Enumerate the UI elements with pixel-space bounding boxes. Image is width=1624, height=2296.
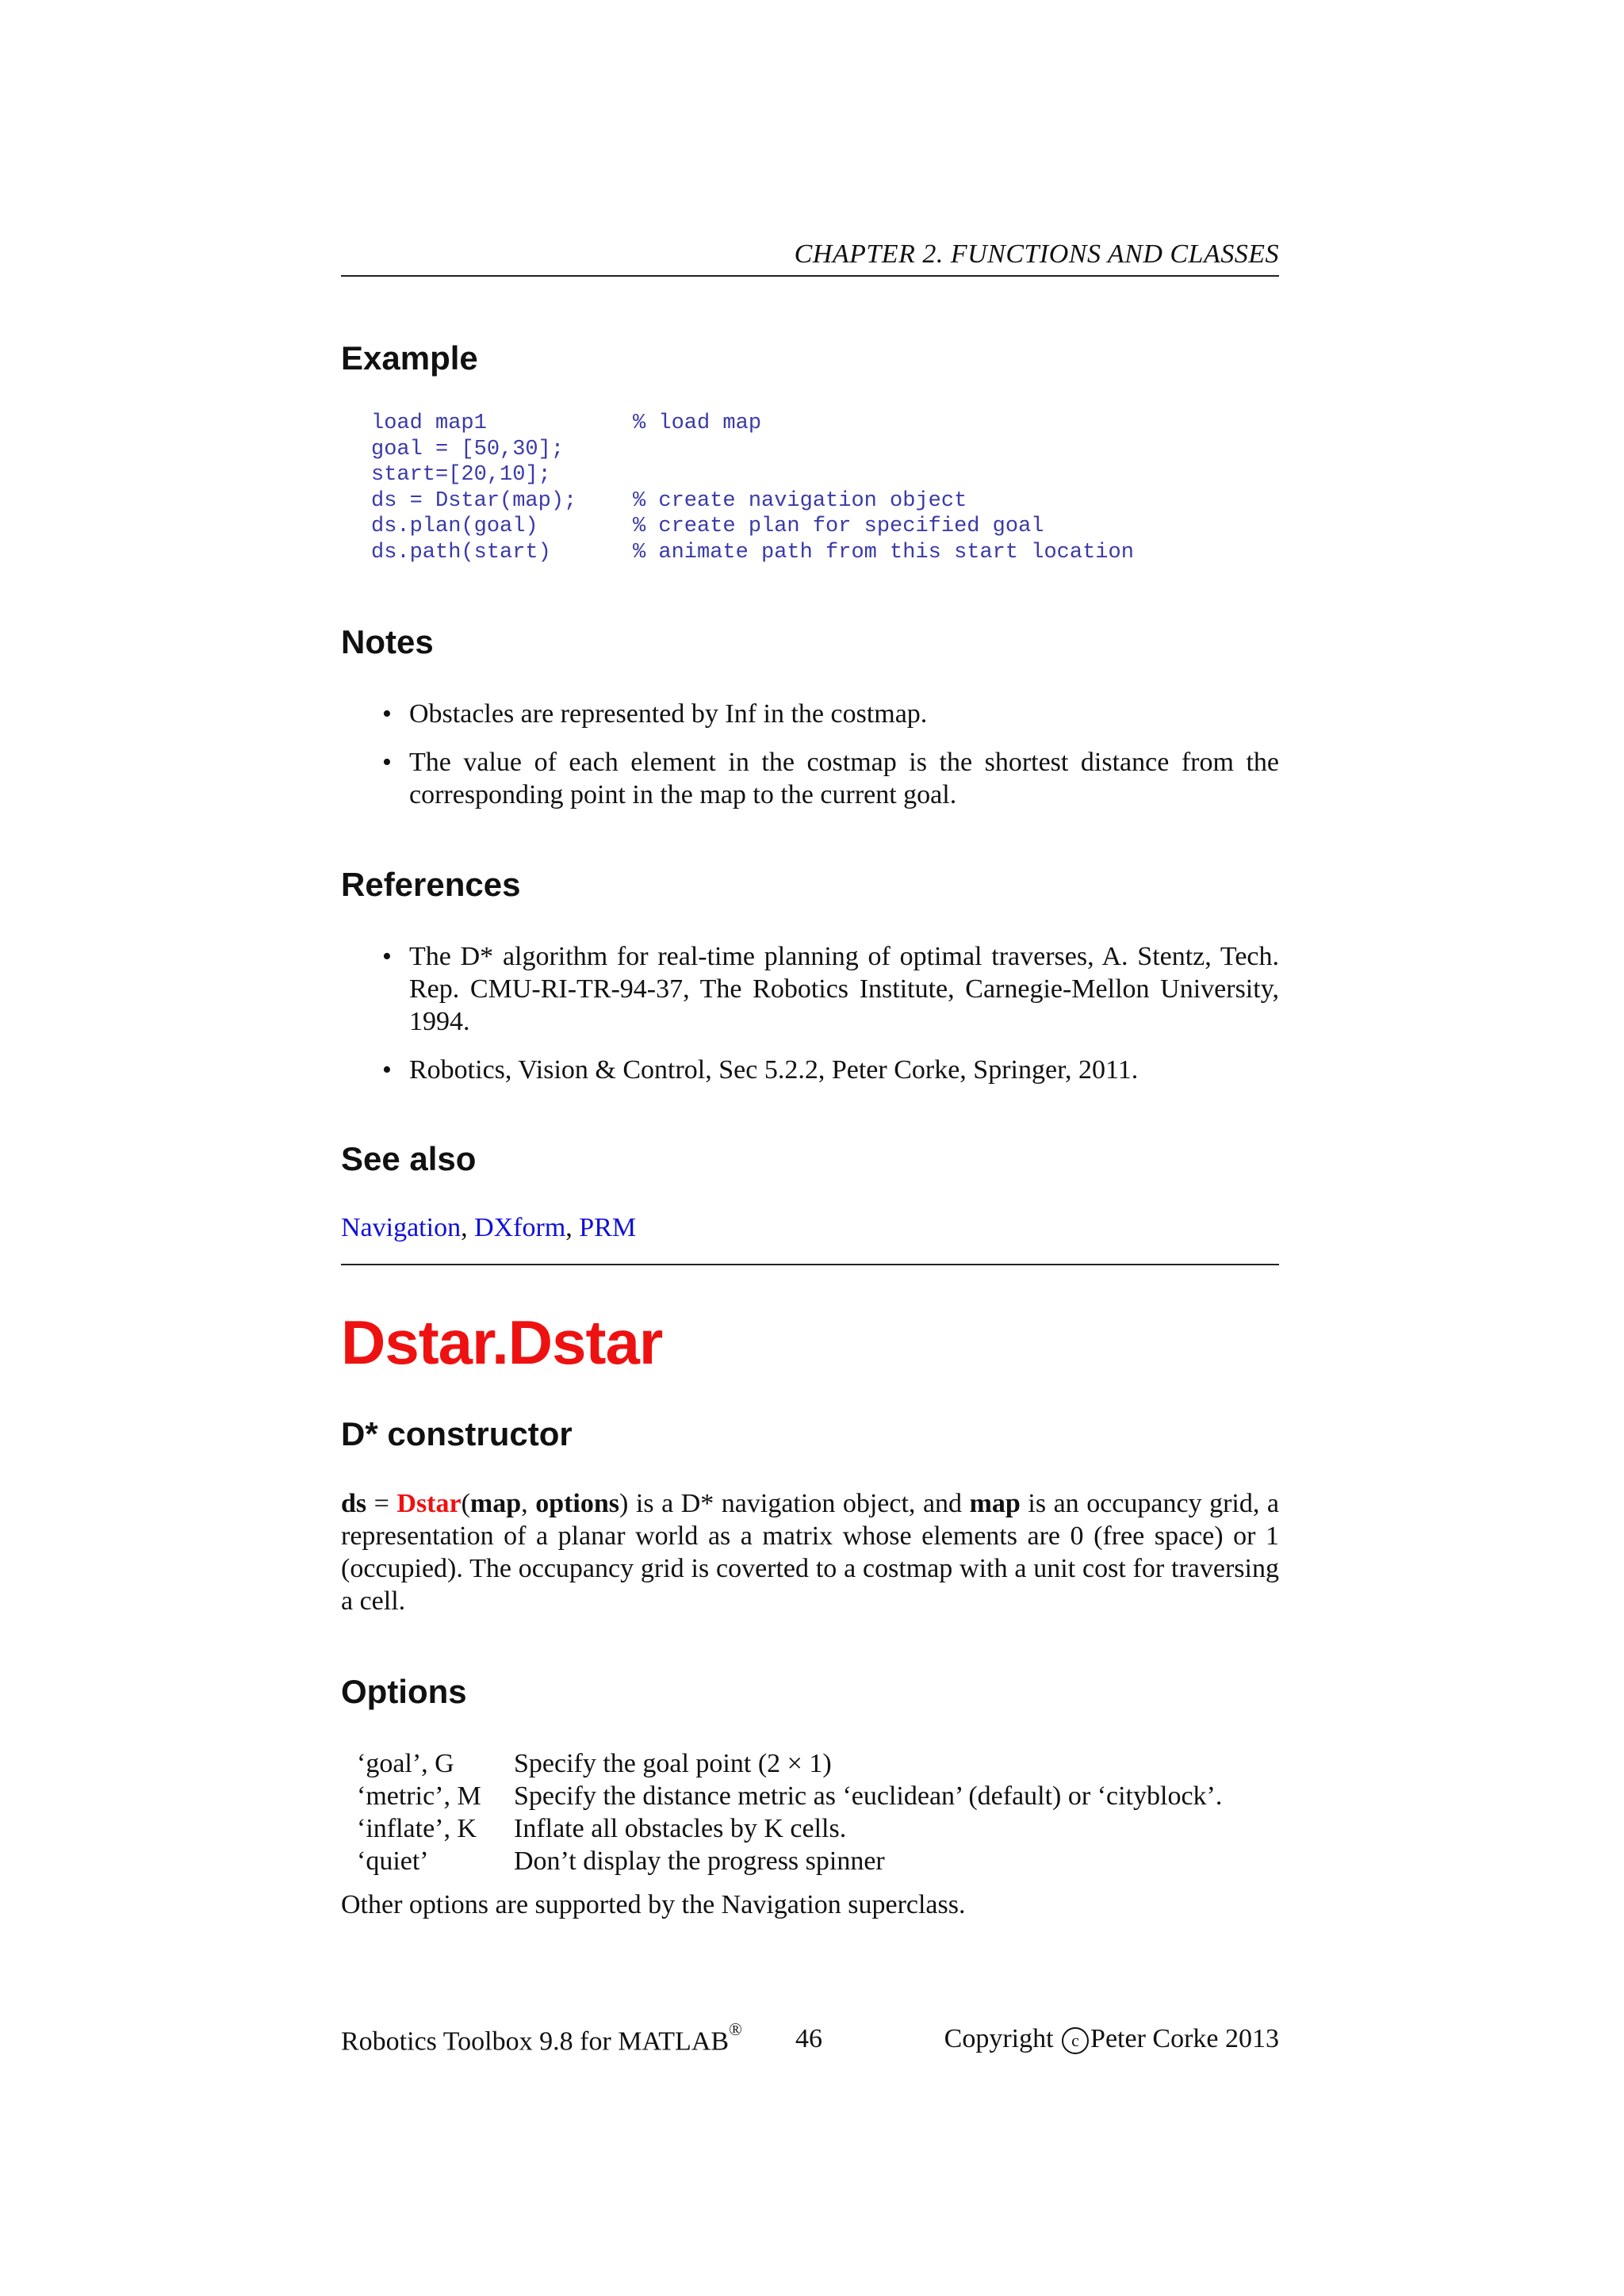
option-desc: Specify the distance metric as ‘euclidean’ (default) or ‘cityblock’.	[514, 1781, 1223, 1811]
equals-sign: =	[366, 1489, 397, 1518]
list-item	[382, 746, 1279, 811]
see-also-heading: See also	[341, 1140, 477, 1177]
link-separator: ,	[461, 1213, 475, 1242]
code-line	[371, 437, 1134, 463]
link-dxform[interactable]: DXform	[474, 1213, 566, 1242]
option-row	[357, 1845, 1222, 1877]
option-name: ‘inflate’, K	[357, 1814, 477, 1843]
references-heading: References	[341, 866, 521, 903]
reference-text: The D* algorithm for real-time planning of optimal traverses, A. Stentz, Tech. Rep. CMU-RI-TR-94-37, The Robotics Institute, Carnegie-Mellon University, 1994.	[409, 942, 1279, 1036]
code-comment: % animate path from this start location	[633, 540, 1134, 564]
open-paren: (	[461, 1489, 470, 1518]
list-item	[382, 698, 1279, 730]
reference-text: Robotics, Vision & Control, Sec 5.2.2, Peter Corke, Springer, 2011.	[409, 1055, 1139, 1085]
bullet-icon: •	[382, 748, 392, 777]
code-line	[371, 411, 1134, 437]
list-item	[382, 1054, 1279, 1086]
option-name: ‘metric’, M	[357, 1781, 481, 1811]
example-heading: Example	[341, 339, 478, 377]
section-rule	[341, 1264, 1279, 1265]
page-footer	[341, 2019, 1279, 2064]
option-name: ‘goal’, G	[357, 1749, 454, 1778]
code-statement: ds.path(start)	[371, 540, 551, 564]
footer-copyright	[944, 2024, 1279, 2054]
code-line	[371, 462, 1134, 488]
option-desc: Inflate all obstacles by K cells.	[514, 1814, 847, 1843]
arg-map-ref: map	[969, 1489, 1021, 1518]
notes-list	[382, 698, 1279, 827]
code-comment: % create plan for specified goal	[633, 515, 1044, 539]
bullet-icon: •	[382, 1055, 392, 1085]
link-separator: ,	[565, 1213, 580, 1242]
return-var: ds	[341, 1489, 367, 1518]
code-statement: start=[20,10];	[371, 463, 551, 488]
link-prm[interactable]: PRM	[579, 1213, 637, 1242]
code-comment: % load map	[633, 411, 762, 435]
option-desc: Don’t display the progress spinner	[514, 1846, 885, 1876]
option-row	[357, 1747, 1222, 1780]
code-line	[371, 488, 1134, 515]
copyright-holder: Peter Corke 2013	[1090, 2024, 1279, 2053]
note-text: The value of each element in the costmap is the shortest distance from the corresponding point in the map to the current goal.	[409, 748, 1279, 809]
code-statement: ds = Dstar(map);	[371, 488, 577, 513]
options-note: Other options are supported by the Navigation superclass.	[341, 1890, 966, 1919]
description-text: ) is a D* navigation object, and	[619, 1489, 970, 1518]
notes-heading: Notes	[341, 623, 434, 660]
footer-title	[341, 2019, 742, 2057]
constructor-description	[341, 1487, 1279, 1617]
bullet-icon: •	[382, 699, 392, 729]
code-statement: ds.plan(goal)	[371, 515, 538, 539]
link-navigation[interactable]: Navigation	[341, 1213, 462, 1242]
code-statement: goal = [50,30];	[371, 437, 565, 461]
example-code-block	[371, 411, 1134, 566]
options-heading: Options	[341, 1673, 467, 1710]
code-comment: % create navigation object	[633, 488, 967, 513]
arg-separator: ,	[521, 1489, 536, 1518]
arg-options: options	[535, 1489, 620, 1518]
footer-title-text: Robotics Toolbox 9.8 for MATLAB	[341, 2026, 730, 2057]
function-title: Dstar.Dstar	[341, 1307, 663, 1377]
arg-map: map	[469, 1489, 522, 1518]
list-item	[382, 940, 1279, 1038]
option-row	[357, 1812, 1222, 1845]
note-text: Obstacles are represented by Inf in the costmap.	[409, 699, 928, 729]
copyright-icon: c	[1062, 2027, 1089, 2054]
code-line	[371, 514, 1134, 540]
code-statement: load map1	[371, 411, 487, 435]
bullet-icon: •	[382, 942, 392, 971]
function-subtitle: D* constructor	[341, 1415, 573, 1452]
function-name: Dstar	[396, 1489, 462, 1518]
header-rule	[341, 275, 1279, 277]
option-name: ‘quiet’	[357, 1846, 429, 1876]
running-header: CHAPTER 2. FUNCTIONS AND CLASSES	[794, 239, 1279, 269]
page-number: 46	[795, 2024, 822, 2053]
copyright-prefix: Copyright	[944, 2024, 1061, 2053]
option-row	[357, 1780, 1222, 1812]
see-also-links	[341, 1213, 636, 1243]
option-desc: Specify the goal point (2 × 1)	[514, 1749, 832, 1778]
references-list	[382, 940, 1279, 1102]
description-text: is an occupancy grid, a representation of a planar world as a matrix whose elements are 0 (free space) or 1 (occupied). The occupancy grid is coverted to a costmap with a unit cost for traversing a cell.	[341, 1489, 1280, 1616]
code-line	[371, 540, 1134, 566]
options-table	[357, 1747, 1222, 1877]
registered-mark: ®	[729, 2019, 742, 2039]
